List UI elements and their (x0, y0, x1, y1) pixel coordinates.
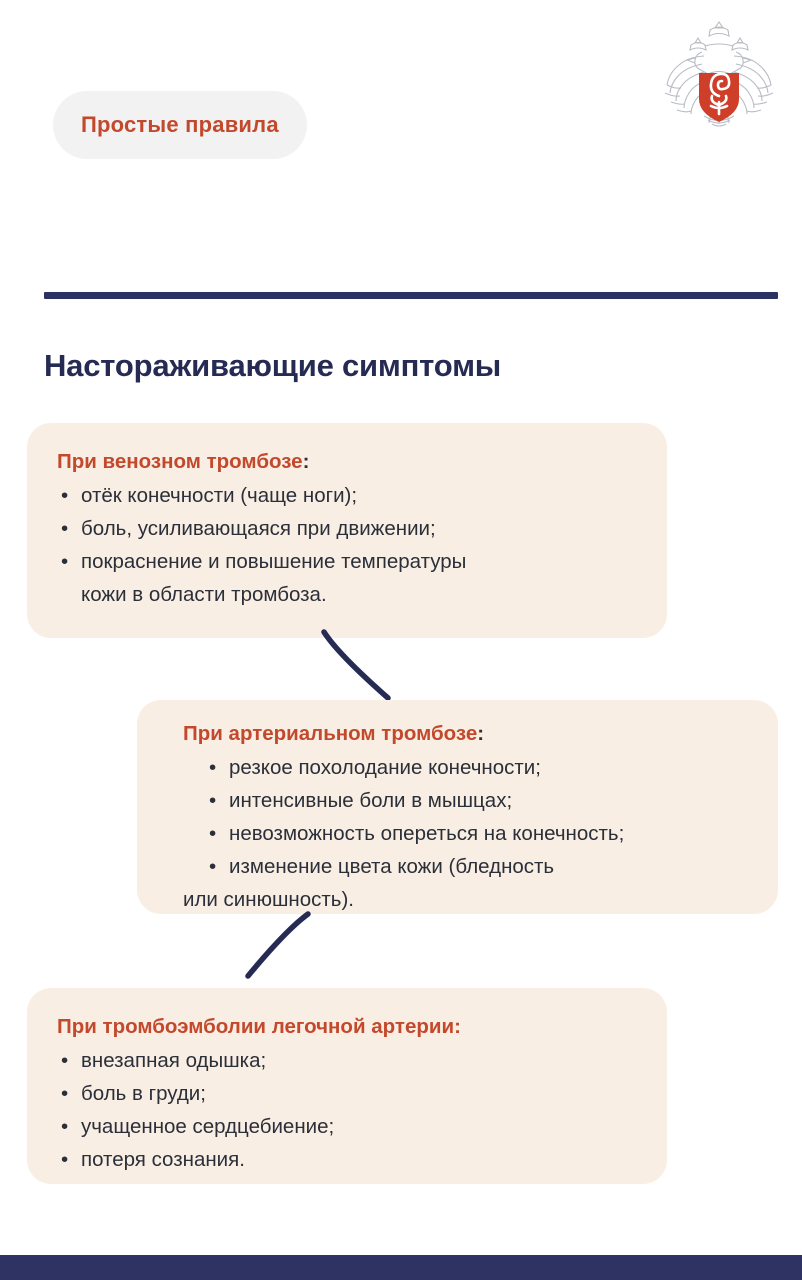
card-venous-heading-text: При венозном тромбозе (57, 450, 303, 473)
list-item (57, 1077, 637, 1110)
list-item (183, 817, 754, 850)
card-pulmonary-embolism (27, 988, 667, 1184)
list-item-text: резкое похолодание конечности; (229, 755, 541, 779)
connector-arterial-to-pe (240, 912, 350, 992)
card-arterial-symptom-list (183, 751, 754, 917)
card-venous-thrombosis (27, 423, 667, 638)
list-item-text: интенсивные боли в мышцах; (229, 788, 513, 812)
card-pe-heading (57, 1014, 637, 1040)
list-item-text: изменение цвета кожи (бледность (229, 855, 555, 879)
list-item (57, 1143, 637, 1176)
list-item-text: учащенное сердцебиение; (81, 1115, 335, 1139)
section-divider (44, 292, 778, 299)
card-pe-heading-text: При тромбоэмболии легочной артерии: (57, 1015, 461, 1038)
list-item-text: невозможность опереться на конечность; (229, 822, 625, 846)
page-title: Настораживающие симптомы (44, 347, 502, 383)
list-item-continuation: или синюшность). (183, 888, 354, 912)
list-item-text: боль, усиливающаяся при движении; (81, 516, 436, 540)
list-item-text: отёк конечности (чаще ноги); (81, 483, 358, 507)
footer-bar (0, 1255, 802, 1280)
list-item-text: покраснение и повышение температуры (81, 550, 467, 574)
list-item (183, 784, 754, 817)
card-pe-symptom-list (57, 1044, 637, 1177)
list-item (57, 479, 637, 512)
list-item (57, 1110, 637, 1143)
list-item (57, 1044, 637, 1077)
list-item-text: потеря сознания. (81, 1148, 245, 1172)
connector-venous-to-arterial (320, 630, 430, 710)
list-item (183, 850, 754, 916)
badge-prostye-pravila (53, 91, 307, 159)
card-venous-symptom-list (57, 479, 637, 612)
card-arterial-heading (183, 721, 754, 747)
list-item (57, 545, 637, 611)
list-item (57, 512, 637, 545)
badge-label: Простые правила (81, 112, 279, 137)
list-item-text: внезапная одышка; (81, 1048, 267, 1072)
list-item (183, 751, 754, 784)
ministry-of-health-emblem-icon (664, 16, 774, 128)
list-item-continuation: кожи в области тромбоза. (81, 583, 327, 607)
card-venous-heading-punct: : (302, 450, 310, 473)
header (0, 0, 802, 180)
card-arterial-heading-punct: : (477, 722, 485, 745)
list-item-text: боль в груди; (81, 1081, 206, 1105)
card-arterial-thrombosis (137, 700, 778, 914)
card-arterial-heading-text: При артериальном тромбозе (183, 722, 478, 745)
card-venous-heading (57, 449, 637, 475)
